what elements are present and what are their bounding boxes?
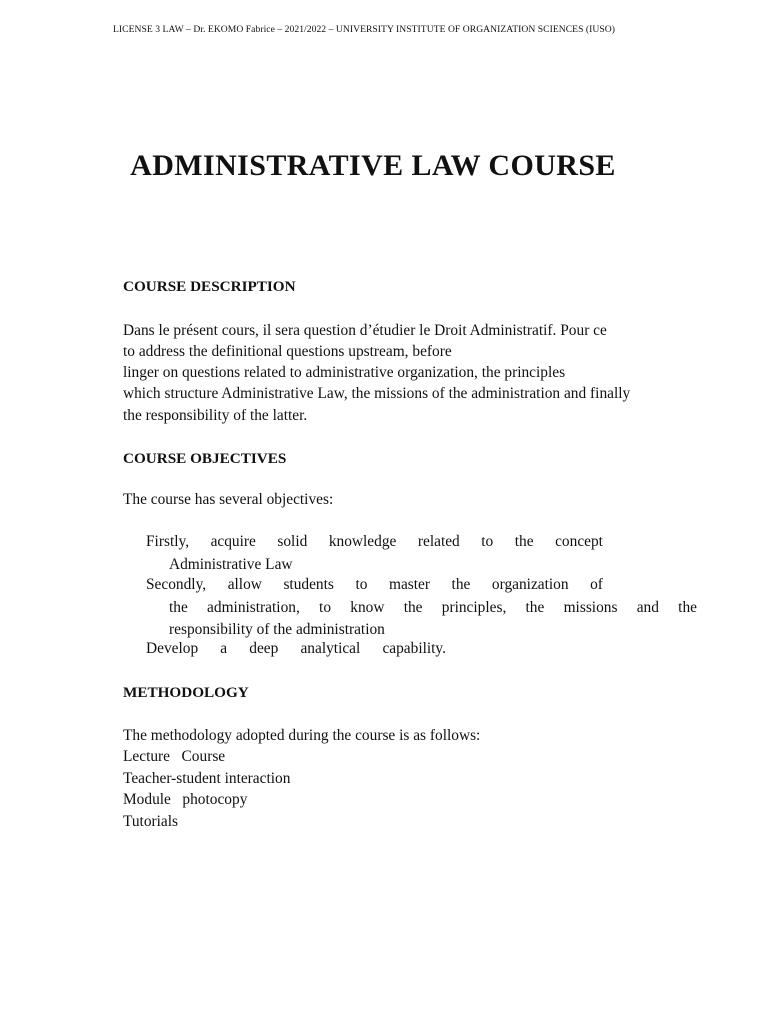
objective-word: the: [169, 599, 188, 616]
objective-word: the: [514, 533, 534, 550]
methodology-item: Lecture Course: [123, 748, 226, 765]
objective-word: to: [319, 599, 332, 616]
running-header: LICENSE 3 LAW – Dr. EKOMO Fabrice – 2021/2022 – UNIVERSITY INSTITUTE OF ORGANIZATION SCIENCES (IUSO): [113, 24, 615, 35]
objective-word: students: [283, 576, 334, 593]
methodology-item: Teacher-student interaction: [123, 770, 291, 787]
objective-word: of: [590, 576, 603, 593]
objective-word: Secondly,: [146, 576, 207, 593]
description-line: to address the definitional questions upstream, before: [123, 343, 452, 360]
objective-word: missions: [563, 599, 618, 616]
methodology-heading: METHODOLOGY: [123, 684, 249, 701]
description-line: the responsibility of the latter.: [123, 407, 308, 424]
objective-word: to: [355, 576, 368, 593]
objective-word: know: [350, 599, 385, 616]
objective-item-3: [146, 640, 446, 658]
objective-word: analytical: [300, 640, 361, 657]
document-title: ADMINISTRATIVE LAW COURSE: [130, 149, 616, 182]
objective-word: the: [403, 599, 423, 616]
objective-item-2-continuation: responsibility of the administration: [169, 621, 385, 638]
objective-word: solid: [277, 533, 308, 550]
methodology-item: Tutorials: [123, 813, 179, 830]
objective-item-1-continuation: Administrative Law: [169, 556, 293, 573]
course-description-heading: COURSE DESCRIPTION: [123, 278, 296, 295]
objective-word: organization: [491, 576, 569, 593]
objective-word: master: [388, 576, 430, 593]
description-line: linger on questions related to administrative organization, the principles: [123, 364, 566, 381]
objective-word: administration,: [207, 599, 300, 616]
objective-word: the: [678, 599, 697, 616]
objective-word: Firstly,: [146, 533, 190, 550]
objective-word: and: [636, 599, 659, 616]
objective-word: principles,: [441, 599, 507, 616]
objective-word: related: [417, 533, 460, 550]
objective-word: deep: [249, 640, 279, 657]
objective-word: concept: [555, 533, 603, 550]
description-line: which structure Administrative Law, the missions of the administration and finally: [123, 385, 631, 402]
objective-item-1: [146, 533, 603, 551]
methodology-intro: The methodology adopted during the course is as follows:: [123, 727, 481, 744]
objective-word: knowledge: [328, 533, 397, 550]
objective-word: the: [525, 599, 545, 616]
course-objectives-heading: COURSE OBJECTIVES: [123, 450, 287, 467]
objective-word: Develop: [146, 640, 199, 657]
objectives-intro: The course has several objectives:: [123, 491, 334, 508]
objective-word: allow: [227, 576, 262, 593]
objective-word: acquire: [210, 533, 256, 550]
objective-word: capability.: [382, 640, 446, 657]
objective-item-2-continuation: [169, 599, 697, 617]
objective-word: a: [220, 640, 228, 657]
methodology-item: Module photocopy: [123, 791, 248, 808]
objective-word: the: [451, 576, 471, 593]
objective-word: to: [481, 533, 494, 550]
description-line: Dans le présent cours, il sera question d’étudier le Droit Administratif. Pour ce: [123, 322, 607, 339]
objective-item-2: [146, 576, 603, 594]
